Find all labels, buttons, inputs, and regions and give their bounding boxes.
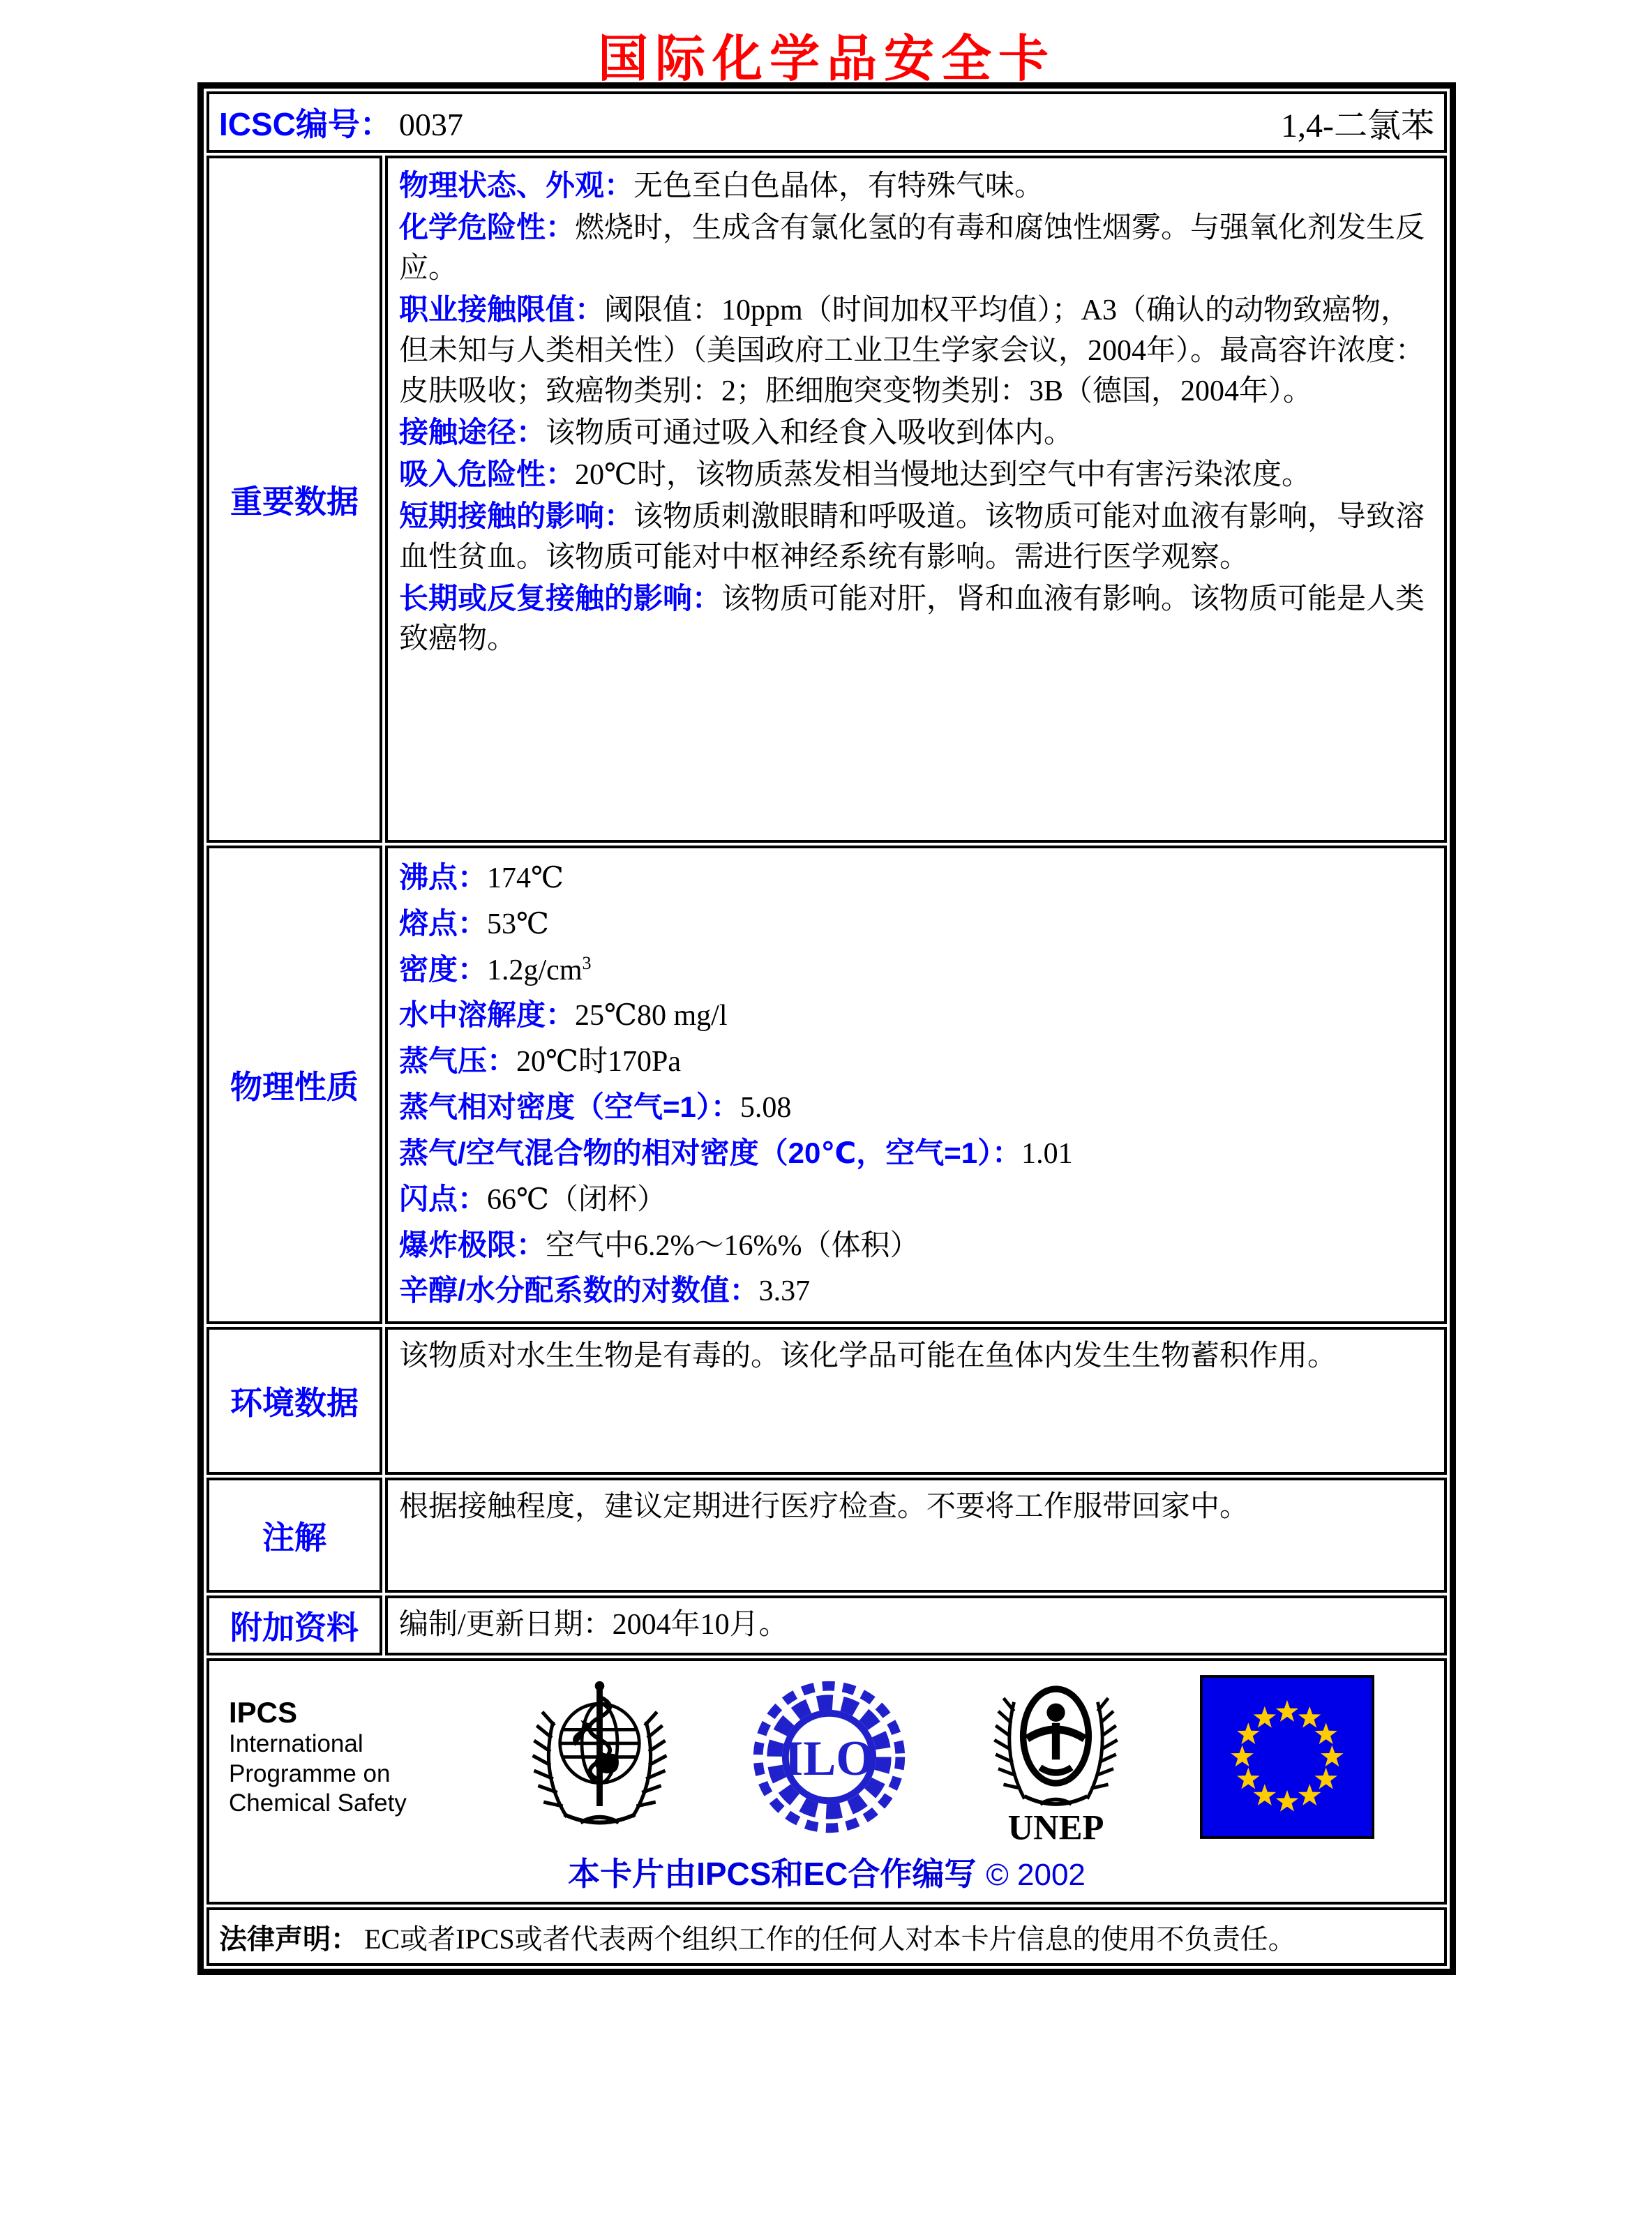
paragraph-text: 该物质对水生生物是有毒的。该化学品可能在鱼体内发生生物蓄积作用。 [399,1340,1337,1373]
paragraph [399,578,1433,661]
org-logos [452,1668,1440,1846]
logos-strip [213,1668,1440,1846]
unep-logo-icon [977,1668,1134,1846]
header-cell [206,91,1447,153]
section-label-important-data: 重要数据 [206,156,382,843]
property-line [399,947,1433,993]
who-logo-icon [518,1675,682,1839]
section-label-notes: 注解 [206,1478,382,1593]
paragraph-text: 阈限值：10ppm（时间加权平均值）；A3（确认的动物致癌物，但未知与人类相关性）（美国政府工业卫生学家会议，2004年）。最高容许浓度：皮肤吸收；致癌物类别：2；胚细胞突变物类别：3B（德国，2004年）。 [399,294,1425,407]
section-content-important-data [385,156,1447,843]
property-label: 熔点： [399,906,488,940]
cooperation-caption [213,1849,1440,1895]
property-value: 1.2g/cm [487,954,583,986]
property-label: 闪点： [399,1182,488,1215]
property-line [399,1131,1433,1177]
property-label: 水中溶解度： [399,998,576,1032]
paragraph-text: 20℃时，该物质蒸发相当慢地达到空气中有害污染浓度。 [575,458,1312,491]
ipcs-line: Chemical Safety [229,1789,407,1817]
caption-copyright: © 2002 [986,1858,1086,1893]
property-label: 蒸气相对密度（空气=1）： [399,1090,740,1124]
section-content-notes [385,1478,1447,1593]
property-line [399,855,1433,901]
paragraph [399,412,1433,454]
property-label: 沸点： [399,861,488,894]
caption-text: 本卡片由IPCS和EC合作编写 [568,1856,977,1893]
property-value: 3.37 [758,1275,811,1308]
property-value: 25℃80 mg/l [575,1000,728,1032]
section-content-additional-info [385,1595,1447,1655]
property-line [399,993,1433,1039]
chemical-name: 1,4-二氯苯 [1281,107,1434,144]
section-row-environmental-data [206,1327,1447,1475]
ipcs-title: IPCS [229,1695,298,1729]
legal-cell [206,1907,1447,1966]
property-label: 爆炸极限： [399,1228,546,1261]
section-label-environmental-data: 环境数据 [206,1327,382,1475]
section-content-environmental-data [385,1327,1447,1475]
paragraph [399,496,1433,578]
property-label: 蒸气/空气混合物的相对密度（20℃，空气=1）： [399,1136,1022,1169]
property-label: 辛醇/水分配系数的对数值： [399,1274,759,1307]
section-row-additional-info [206,1595,1447,1655]
ipcs-text-block [213,1696,452,1819]
section-row-important-data [206,156,1447,843]
section-row-notes [206,1478,1447,1593]
paragraph-label: 物理状态、外观： [399,169,634,202]
property-line [399,1268,1433,1314]
paragraph-label: 长期或反复接触的影响： [399,581,722,615]
property-line [399,1177,1433,1223]
unep-logo-text: UNEP [1007,1808,1104,1847]
paragraph-text: 编制/更新日期：2004年10月。 [399,1609,788,1642]
section-label-physical-properties: 物理性质 [206,846,382,1324]
paragraph-text: 该物质可能对肝，肾和血液有影响。该物质可能是人类致癌物。 [399,583,1425,656]
paragraph-label: 化学危险性： [399,210,576,243]
icsc-number-label: ICSC编号： [219,106,392,142]
property-line [399,901,1433,947]
paragraph [399,290,1433,412]
property-line [399,1223,1433,1269]
paragraph [399,454,1433,496]
section-row-physical-properties [206,846,1447,1324]
property-value: 66℃（闭杯） [487,1183,666,1216]
paragraph [399,1605,788,1646]
icsc-number-value: 0037 [398,107,463,142]
paragraph-text: 无色至白色晶体，有特殊气味。 [633,170,1044,202]
paragraph [399,1487,1433,1528]
property-line [399,1085,1433,1131]
property-line [399,1039,1433,1085]
paragraph-text: 该物质刺激眼睛和呼吸道。该物质可能对血液有影响，导致溶血性贫血。该物质可能对中枢神经系统有影响。需进行医学观察。 [399,500,1425,573]
paragraph-label: 职业接触限值： [399,292,605,326]
property-superscript: 3 [582,952,592,973]
section-label-additional-info: 附加资料 [206,1595,382,1655]
property-value: 174℃ [487,862,564,894]
icsc-table [197,82,1456,1975]
ipcs-line: Programme on [229,1759,391,1787]
eu-flag-icon [1200,1675,1374,1839]
paragraph-label: 吸入危险性： [399,457,576,490]
paragraph [399,207,1433,290]
legal-row [206,1907,1447,1966]
ipcs-line: International [229,1729,363,1757]
property-value: 空气中6.2%～16%%（体积） [546,1229,919,1262]
section-content-physical-properties [385,846,1447,1324]
paragraph-text: 燃烧时，生成含有氯化氢的有毒和腐蚀性烟雾。与强氧化剂发生反应。 [399,211,1425,285]
property-value: 5.08 [739,1092,792,1125]
legal-label: 法律声明： [219,1923,359,1955]
paragraph [399,165,1433,207]
logos-row [206,1658,1447,1905]
property-label: 蒸气压： [399,1044,517,1078]
ilo-logo-icon [747,1675,911,1839]
legal-text: EC或者IPCS或者代表两个组织工作的任何人对本卡片信息的使用不负责任。 [364,1923,1296,1955]
header-row [206,91,1447,153]
property-value: 1.01 [1021,1137,1073,1170]
paragraph-label: 短期接触的影响： [399,499,634,532]
icsc-number-group [219,99,463,145]
logos-cell [206,1658,1447,1905]
paragraph-text: 根据接触程度，建议定期进行医疗检查。不要将工作服带回家中。 [399,1491,1249,1524]
paragraph-label: 接触途径： [399,415,546,449]
paragraph [399,1337,1433,1377]
ilo-logo-text: ILO [784,1732,875,1787]
property-label: 密度： [399,952,488,986]
property-value: 53℃ [487,908,549,940]
page-title: 国际化学品安全卡 [597,31,1056,87]
property-value: 20℃时170Pa [516,1046,681,1079]
paragraph-text: 该物质可通过吸入和经食入吸收到体内。 [546,416,1074,449]
